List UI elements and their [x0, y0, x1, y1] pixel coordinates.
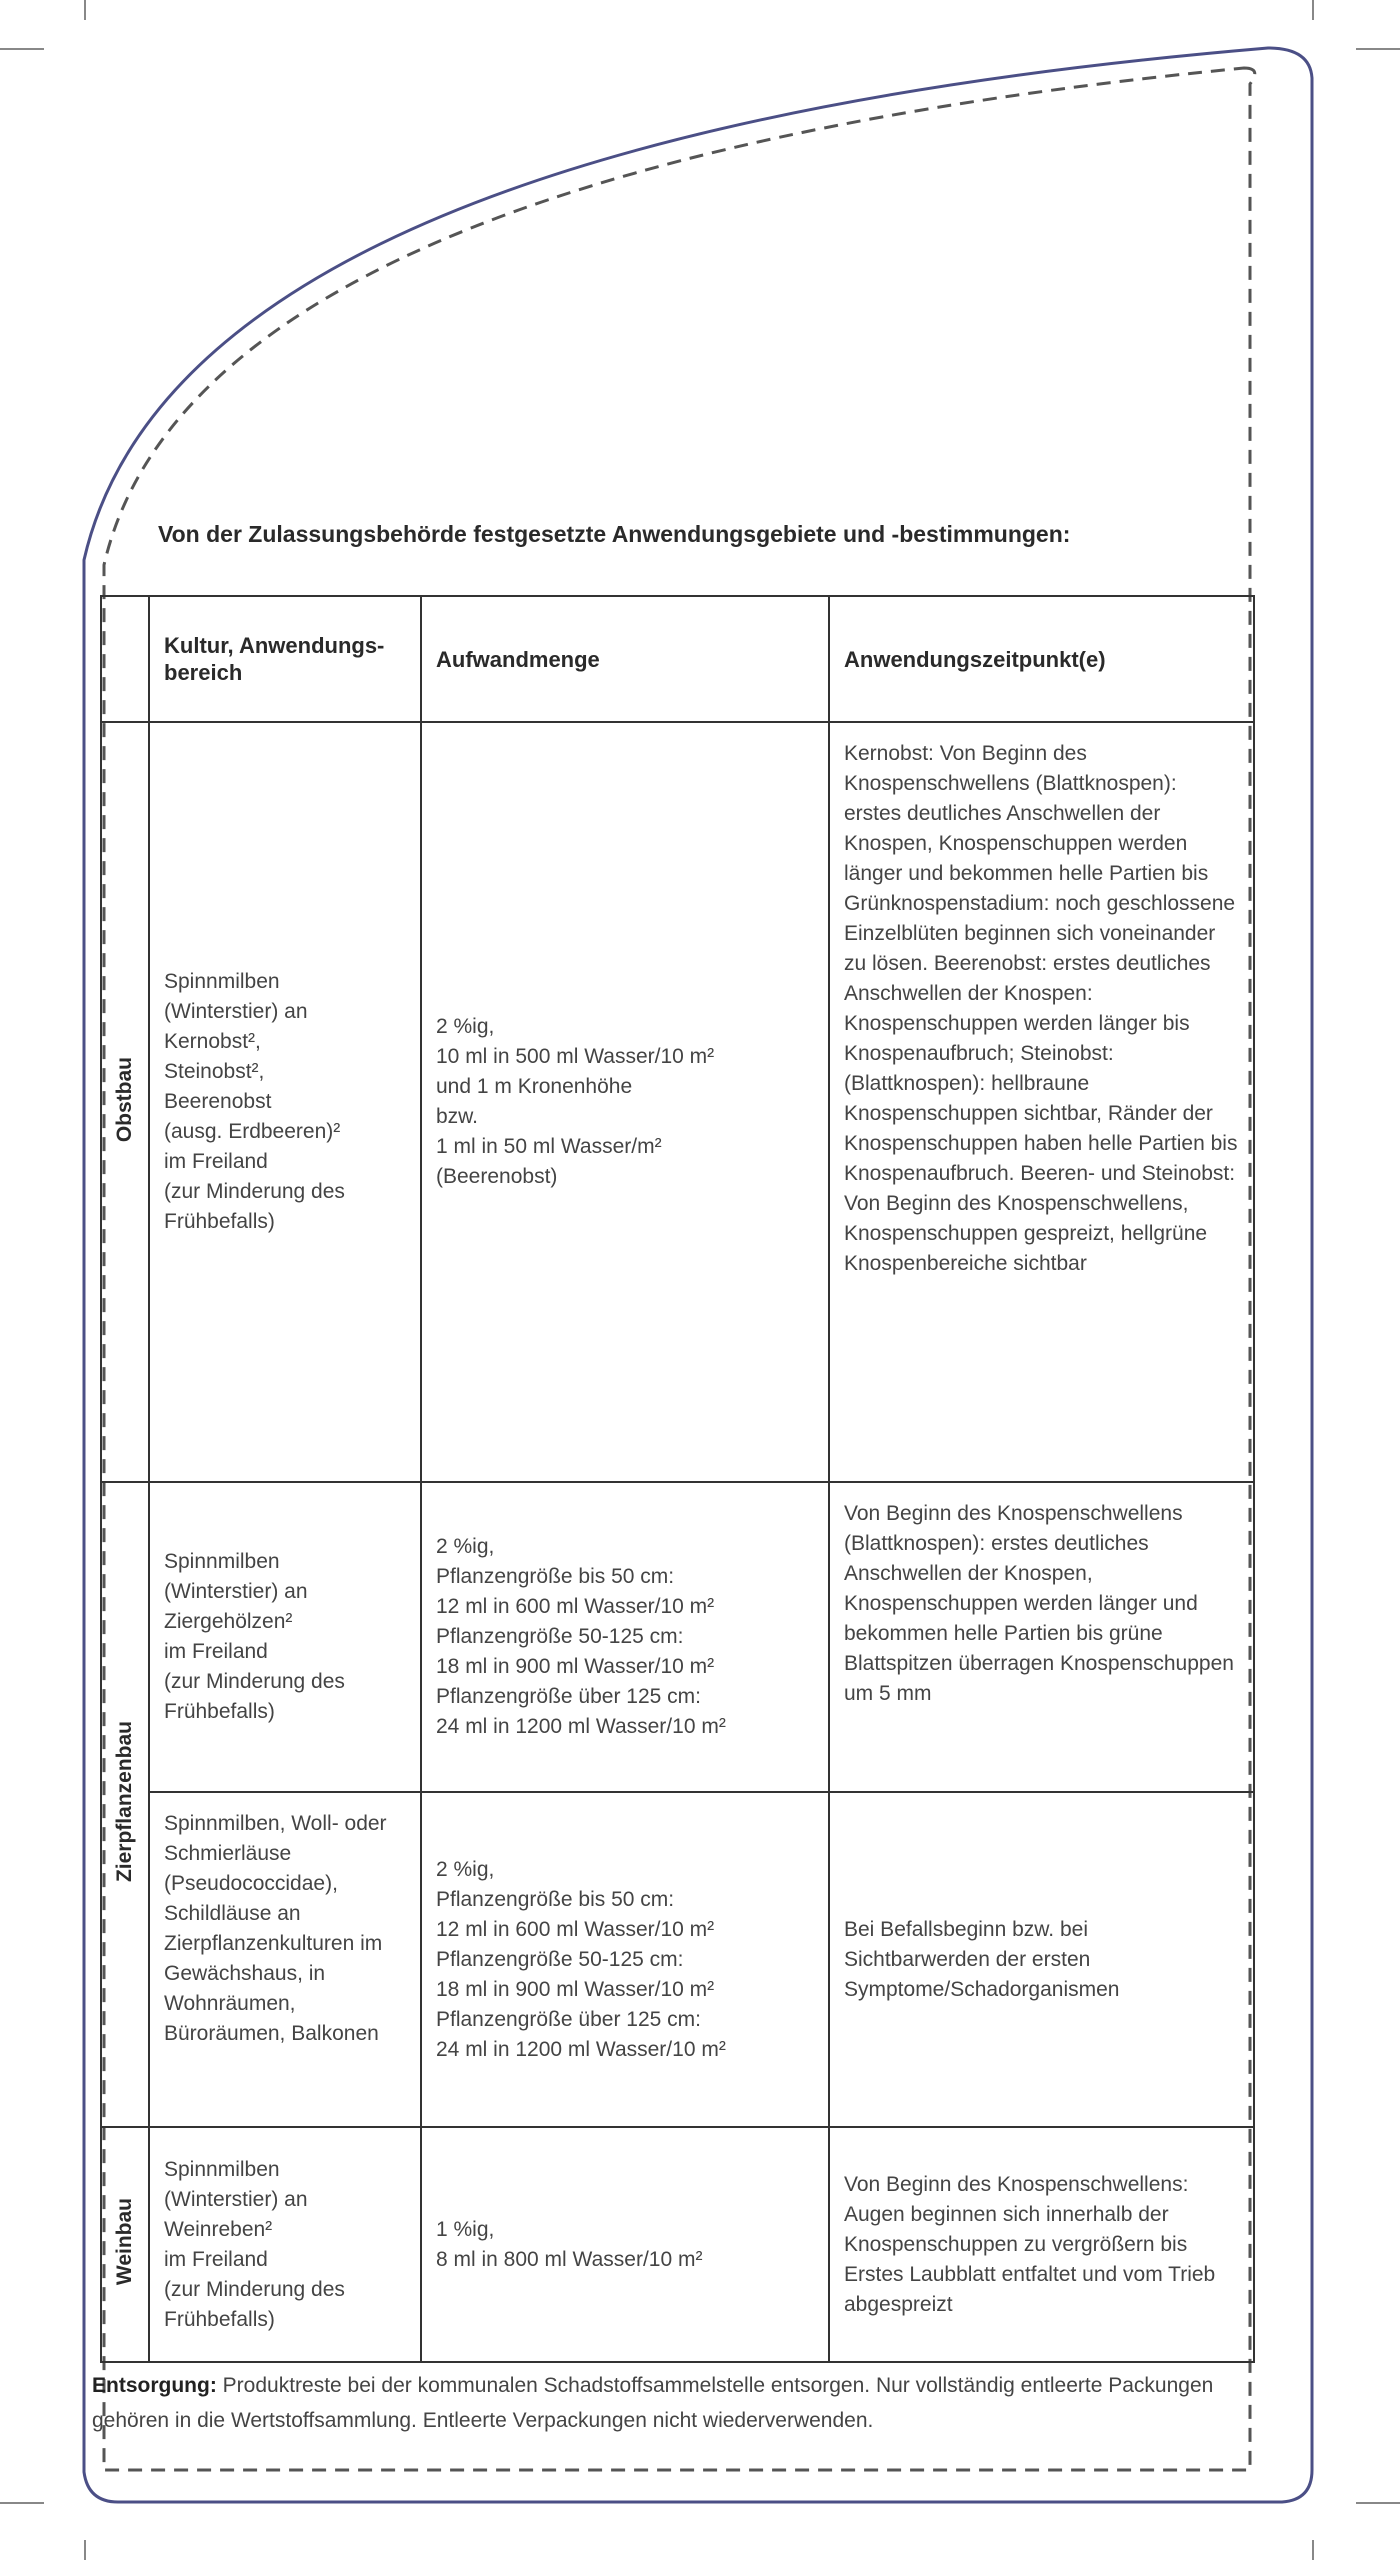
kultur-cell: Spinnmilben (Winterstier) an Kernobst², Steinobst², Beerenobst (ausg. Erdbeeren)² im Freiland (zur Minderung des Frühbefalls) — [149, 722, 421, 1482]
group-label-weinbau: Weinbau — [113, 2198, 136, 2286]
zeitpunkt-cell: Von Beginn des Knospenschwellens: Augen beginnen sich innerhalb der Knospenschuppen zu vergrößern bis Erstes Laubblatt entfaltet und vom Trieb abgespreizt — [829, 2127, 1254, 2362]
kultur-cell: Spinnmilben (Winterstier) an Weinreben² im Freiland (zur Minderung des Frühbefalls) — [149, 2127, 421, 2362]
crop-mark — [84, 2540, 86, 2560]
table-header-row — [101, 596, 1254, 722]
zeitpunkt-cell: Kernobst: Von Beginn des Knospenschwellens (Blattknospen): erstes deutliches Anschwellen der Knospen, Knospenschuppen werden länger und bekommen helle Partien bis Grünknospenstadium: noch geschlossene Einzelblüten beginnen sich voneinander zu lösen. Beerenobst: erstes deutliches Anschwellen der Knospen: Knospenschuppen werden länger bis Knospenaufbruch; Steinobst: (Blattknospen): hellbraune Knospenschuppen sichtbar, Ränder der Knospenschuppen haben helle Partien bis Knospenaufbruch. Beeren- und Steinobst: Von Beginn des Knospenschwellens, Knospenschuppen gespreizt, hellgrüne Knospenbereiche sichtbar — [829, 722, 1254, 1482]
header-corner-cell — [101, 596, 149, 722]
group-label-cell — [101, 1482, 149, 2127]
crop-mark — [1312, 0, 1314, 20]
table-row — [101, 722, 1254, 1482]
header-aufwandmenge: Aufwandmenge — [421, 596, 829, 722]
kultur-cell: Spinnmilben, Woll- oder Schmierläuse (Pseudococcidae), Schildläuse an Zierpflanzenkulturen im Gewächshaus, in Wohnräumen, Büroräumen, Balkonen — [149, 1792, 421, 2127]
disposal-note — [92, 2368, 1252, 2438]
table-row — [101, 1792, 1254, 2127]
disposal-label: Entsorgung: — [92, 2374, 217, 2397]
aufwand-cell: 2 %ig, Pflanzengröße bis 50 cm: 12 ml in 600 ml Wasser/10 m² Pflanzengröße 50-125 cm: 18 ml in 900 ml Wasser/10 m² Pflanzengröße über 125 cm: 24 ml in 1200 ml Wasser/10 m² — [421, 1482, 829, 1792]
crop-mark — [1312, 2540, 1314, 2560]
aufwand-cell: 2 %ig, Pflanzengröße bis 50 cm: 12 ml in 600 ml Wasser/10 m² Pflanzengröße 50-125 cm: 18 ml in 900 ml Wasser/10 m² Pflanzengröße über 125 cm: 24 ml in 1200 ml Wasser/10 m² — [421, 1792, 829, 2127]
section-heading: Von der Zulassungsbehörde festgesetzte Anwendungsgebiete und -bestimmungen: — [158, 521, 1071, 547]
table-row — [101, 1482, 1254, 1792]
zeitpunkt-cell: Von Beginn des Knospenschwellens (Blattknospen): erstes deutliches Anschwellen der Knospen, Knospenschuppen werden länger und bekommen helle Partien bis grüne Blattspitzen überragen Knospenschuppen um 5 mm — [829, 1482, 1254, 1792]
crop-mark — [0, 2502, 44, 2504]
zeitpunkt-cell: Bei Befallsbeginn bzw. bei Sichtbarwerden der ersten Symptome/Schadorganismen — [829, 1792, 1254, 2127]
crop-mark — [84, 0, 86, 20]
group-label-cell — [101, 2127, 149, 2362]
header-anwendungszeitpunkt: Anwendungszeitpunkt(e) — [829, 596, 1254, 722]
disposal-text: Produktreste bei der kommunalen Schadstoffsammelstelle entsorgen. Nur vollständig entleerte Packungen gehören in die Wertstoffsammlung. Entleerte Verpackungen nicht wiederverwenden. — [92, 2374, 1214, 2432]
aufwand-cell: 1 %ig, 8 ml in 800 ml Wasser/10 m² — [421, 2127, 829, 2362]
crop-mark — [1356, 48, 1400, 50]
aufwand-cell: 2 %ig, 10 ml in 500 ml Wasser/10 m² und 1 m Kronenhöhe bzw. 1 ml in 50 ml Wasser/m² (Beerenobst) — [421, 722, 829, 1482]
crop-mark — [1356, 2502, 1400, 2504]
group-label-zierpflanzenbau: Zierpflanzenbau — [113, 1721, 136, 1883]
table-row — [101, 2127, 1254, 2362]
application-table — [100, 595, 1255, 2363]
crop-mark — [0, 48, 44, 50]
group-label-cell — [101, 722, 149, 1482]
kultur-cell: Spinnmilben (Winterstier) an Ziergehölzen² im Freiland (zur Minderung des Frühbefalls) — [149, 1482, 421, 1792]
header-kultur: Kultur, Anwendungs-bereich — [149, 596, 421, 722]
group-label-obstbau: Obstbau — [113, 1056, 136, 1143]
